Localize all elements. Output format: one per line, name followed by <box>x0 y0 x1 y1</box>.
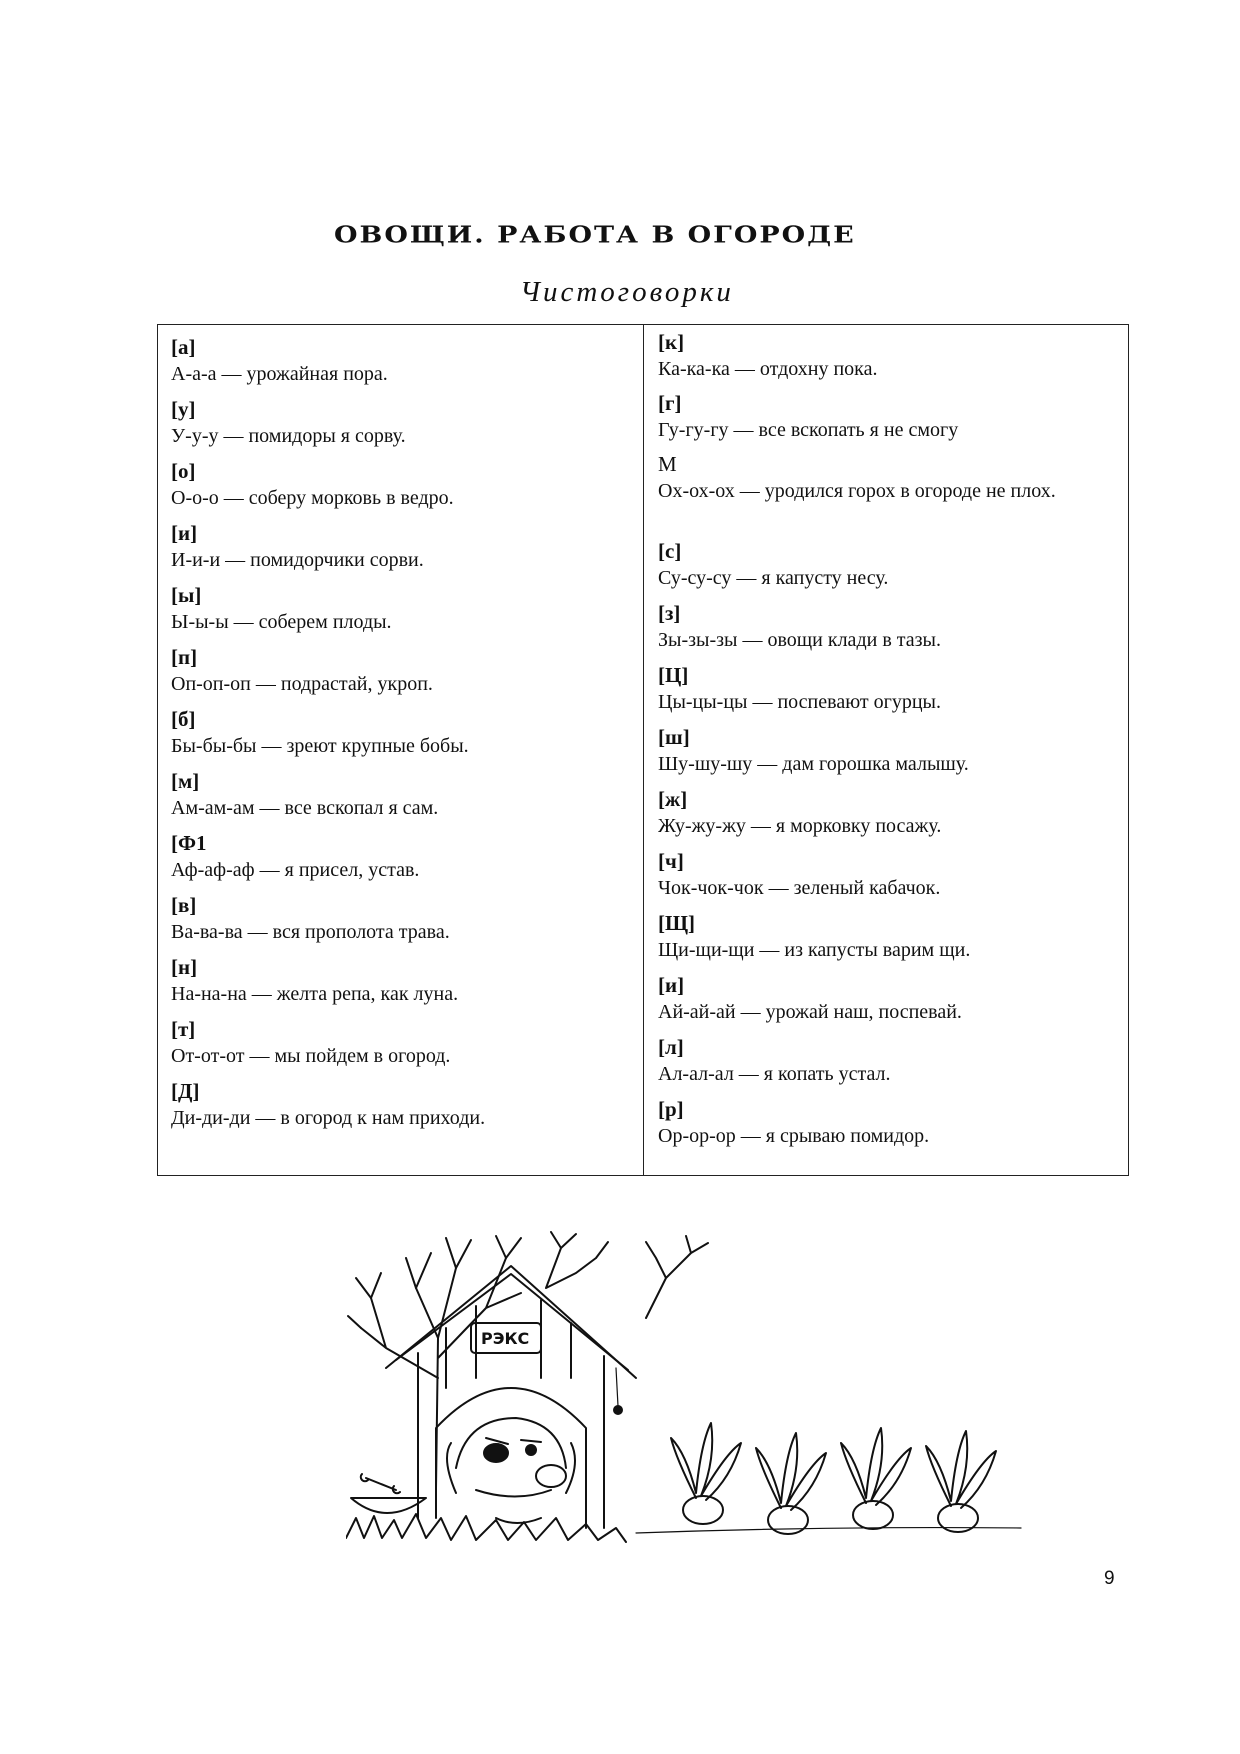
entry-text: Ам-ам-ам — все вскопал я сам. <box>171 797 439 819</box>
sound-label: [в] <box>171 893 197 917</box>
entry-u <box>171 396 631 449</box>
entry-ch <box>658 848 1118 901</box>
sound-label: [Д] <box>171 1079 200 1103</box>
dog <box>447 1418 575 1523</box>
sound-label: [у] <box>171 397 196 421</box>
grass <box>346 1514 626 1542</box>
entry-f <box>171 830 631 883</box>
sound-label: [б] <box>171 707 196 731</box>
entry-sh <box>658 724 1118 777</box>
tongue-twister-table <box>157 324 1129 1176</box>
entry-text: Оп-оп-оп — подрастай, укроп. <box>171 673 433 695</box>
entry-v <box>171 892 631 945</box>
sound-label: М <box>658 452 677 476</box>
entry-r <box>658 1096 1118 1149</box>
entry-j <box>658 972 1118 1025</box>
entry-text: Ай-ай-ай — урожай наш, поспевай. <box>658 1001 962 1023</box>
page-title: ОВОЩИ. РАБОТА В ОГОРОДЕ <box>334 222 856 249</box>
entry-text: Ва-ва-ва — вся прополота трава. <box>171 921 450 943</box>
sound-label: [Ф1 <box>171 831 207 855</box>
sound-label: [ы] <box>171 583 202 607</box>
sound-label: [а] <box>171 335 196 359</box>
sound-label: [и] <box>171 521 198 545</box>
entry-text: О-о-о — соберу морковь в ведро. <box>171 487 454 509</box>
sound-label: [м] <box>171 769 200 793</box>
sound-label: [и] <box>658 973 685 997</box>
sound-label: [Ц] <box>658 663 689 687</box>
entry-text: Щи-щи-щи — из капусты варим щи. <box>658 939 971 961</box>
sound-label: [ж] <box>658 787 688 811</box>
sound-label: [с] <box>658 539 682 563</box>
entry-z <box>658 600 1118 653</box>
entry-d <box>171 1078 631 1131</box>
entry-b <box>171 706 631 759</box>
page-number: 9 <box>1104 1568 1115 1589</box>
entry-zh <box>658 786 1118 839</box>
entry-o <box>171 458 631 511</box>
sound-label: [ч] <box>658 849 684 873</box>
sound-label: [л] <box>658 1035 684 1059</box>
entry-text: Ы-ы-ы — соберем плоды. <box>171 611 392 633</box>
doghouse-garden-illustration <box>346 1228 1026 1548</box>
entry-text: На-на-на — желта репа, как луна. <box>171 983 459 1005</box>
entry-t <box>171 1016 631 1069</box>
entry-m <box>171 768 631 821</box>
entry-ts <box>658 662 1118 715</box>
entry-text: И-и-и — помидорчики сорви. <box>171 549 424 571</box>
page-subtitle: Чистоговорки <box>520 276 734 308</box>
entry-text: Цы-цы-цы — поспевают огурцы. <box>658 691 941 713</box>
entry-i <box>171 520 631 573</box>
sound-label: [г] <box>658 391 682 415</box>
column-divider <box>643 325 644 1175</box>
entry-text: У-у-у — помидоры я сорву. <box>171 425 406 447</box>
entry-g <box>658 390 1118 443</box>
beet-plants <box>671 1423 996 1534</box>
entry-s <box>658 538 1118 591</box>
entry-text: Ал-ал-ал — я копать устал. <box>658 1063 891 1085</box>
entry-text: Ох-ох-ох — уродился горох в огороде не плох. <box>658 480 1056 502</box>
sound-label: [т] <box>171 1017 196 1041</box>
entry-text: Шу-шу-шу — дам горошка малышу. <box>658 753 969 775</box>
entry-text: Ди-ди-ди — в огород к нам приходи. <box>171 1107 486 1129</box>
entry-a <box>171 334 631 387</box>
entry-text: От-от-от — мы пойдем в огород. <box>171 1045 451 1067</box>
sound-label: [ш] <box>658 725 690 749</box>
entry-text: Жу-жу-жу — я морковку посажу. <box>658 815 942 837</box>
doghouse-sign-label: РЭКС <box>481 1329 530 1348</box>
entry-text: А-а-а — урожайная пора. <box>171 363 388 385</box>
sound-label: [к] <box>658 330 685 354</box>
entry-text: Аф-аф-аф — я присел, устав. <box>171 859 420 881</box>
sound-label: [з] <box>658 601 681 625</box>
entry-text: Су-су-су — я капусту несу. <box>658 567 889 589</box>
sound-label: [о] <box>171 459 196 483</box>
entry-text: Бы-бы-бы — зреют крупные бобы. <box>171 735 469 757</box>
sound-label: [п] <box>171 645 198 669</box>
bowl-and-bone <box>351 1474 426 1513</box>
sound-label: [Щ] <box>658 911 696 935</box>
sound-label: [н] <box>171 955 198 979</box>
entry-text: Чок-чок-чок — зеленый кабачок. <box>658 877 941 899</box>
entry-text: Зы-зы-зы — овощи клади в тазы. <box>658 629 941 651</box>
entry-text: Гу-гу-гу — все вскопать я не смогу <box>658 419 959 441</box>
entry-y <box>171 582 631 635</box>
entry-text: Ор-ор-ор — я срываю помидор. <box>658 1125 930 1147</box>
entry-l <box>658 1034 1118 1087</box>
sound-label: [р] <box>658 1097 684 1121</box>
entry-n <box>171 954 631 1007</box>
entry-kh <box>658 451 1118 504</box>
entry-text: Ка-ка-ка — отдохну пока. <box>658 358 878 380</box>
entry-p <box>171 644 631 697</box>
entry-k <box>658 329 1118 382</box>
entry-shch <box>658 910 1118 963</box>
